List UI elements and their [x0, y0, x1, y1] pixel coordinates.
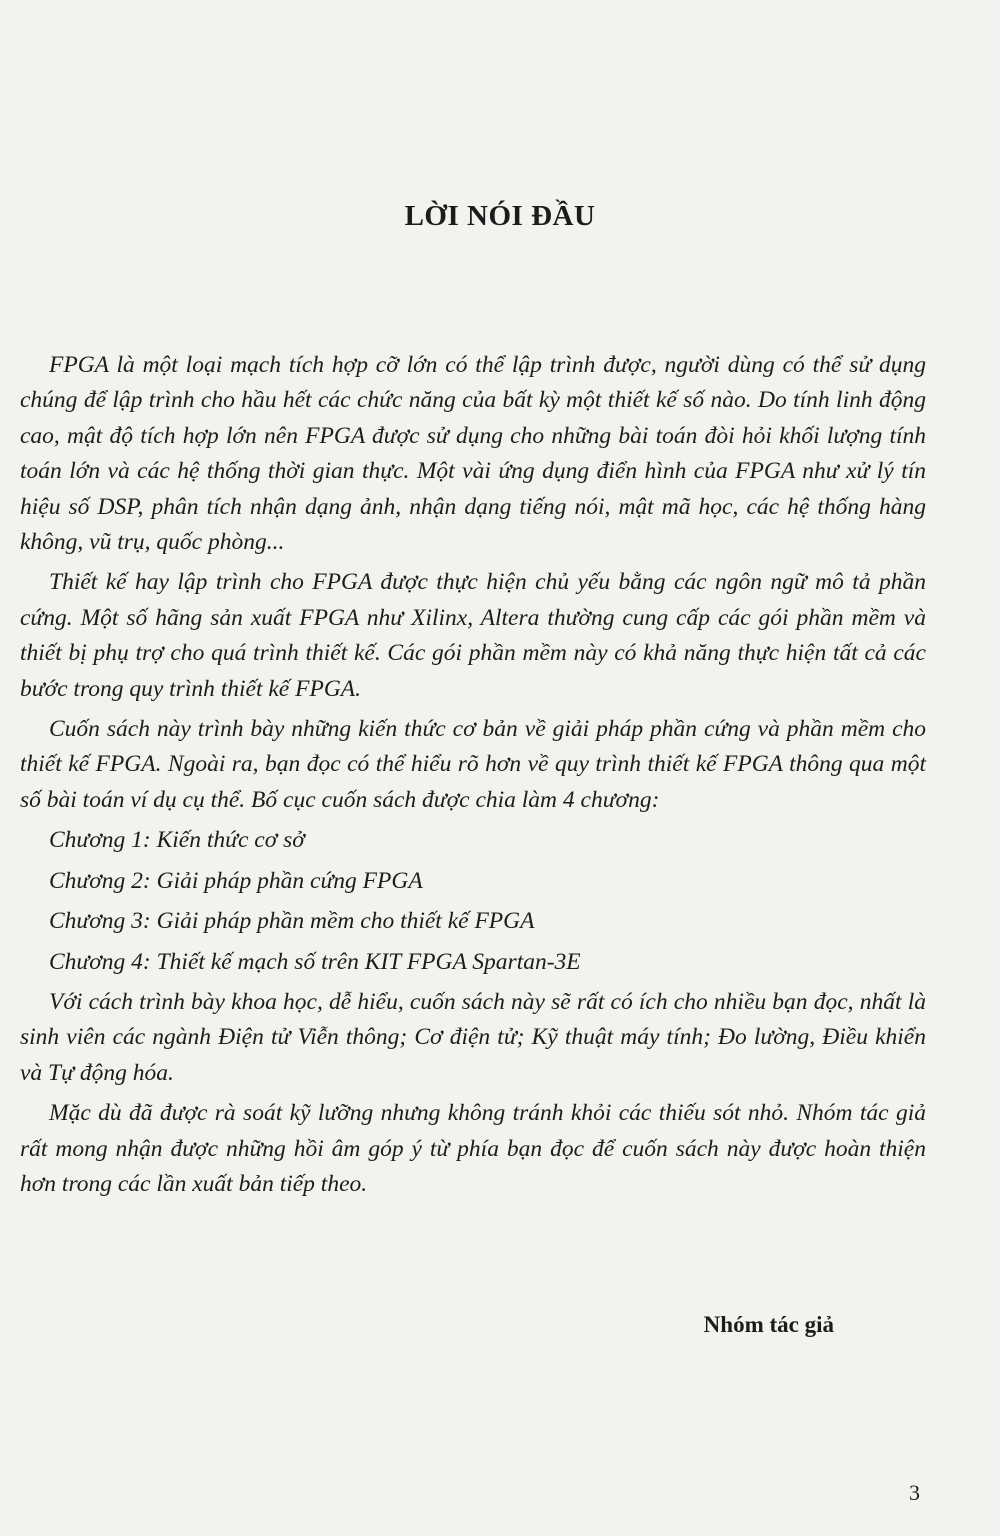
chapter-item-3: Chương 3: Giải pháp phần mềm cho thiết kế FPGA	[49, 908, 535, 935]
author-signature: Nhóm tác giả	[703, 1312, 834, 1337]
paragraph-audience: Với cách trình bày khoa học, dễ hiểu, cuốn sách này sẽ rất có ích cho nhiều bạn đọc, nhất là sinh viên các ngành Điện tử Viễn thông; Cơ điện tử; Kỹ thuật máy tính; Đo lường, Điều khiển và Tự động hóa.	[20, 988, 926, 1086]
chapter-item-4: Chương 4: Thiết kế mạch số trên KIT FPGA Spartan-3E	[49, 948, 581, 975]
paragraph-contents: Cuốn sách này trình bày những kiến thức cơ bản về giải pháp phần cứng và phần mềm cho thiết kế FPGA. Ngoài ra, bạn đọc có thể hiểu rõ hơn về quy trình thiết kế FPGA thông qua một số bài toán ví dụ cụ thể. Bố cục cuốn sách được chia làm 4 chương:	[20, 716, 926, 813]
page-title: LỜI NÓI ĐẦU	[404, 200, 596, 232]
chapter-item-2: Chương 2: Giải pháp phần cứng FPGA	[49, 867, 423, 894]
chapter-item-1: Chương 1: Kiến thức cơ sở	[49, 827, 305, 854]
paragraph-feedback: Mặc dù đã được rà soát kỹ lưỡng nhưng không tránh khỏi các thiếu sót nhỏ. Nhóm tác giả rất mong nhận được những hồi âm góp ý từ phía bạn đọc để cuốn sách này được hoàn thiện hơn trong các lần xuất bản tiếp theo.	[20, 1100, 926, 1197]
page-number: 3	[909, 1480, 920, 1505]
paragraph-design: Thiết kế hay lập trình cho FPGA được thực hiện chủ yếu bằng các ngôn ngữ mô tả phần cứng. Một số hãng sản xuất FPGA như Xilinx, Altera thường cung cấp các gói phần mềm và thiết bị phụ trợ cho quá trình thiết kế. Các gói phần mềm này có khả năng thực hiện tất cả các bước trong quy trình thiết kế FPGA.	[20, 569, 926, 702]
paragraph-intro: FPGA là một loại mạch tích hợp cỡ lớn có thể lập trình được, người dùng có thể sử dụng chúng để lập trình cho hầu hết các chức năng của bất kỳ một thiết kế số nào. Do tính linh động cao, mật độ tích hợp lớn nên FPGA được sử dụng cho những bài toán đòi hỏi khối lượng tính toán lớn và các hệ thống thời gian thực. Một vài ứng dụng điển hình của FPGA như xử lý tín hiệu số DSP, phân tích nhận dạng ảnh, nhận dạng tiếng nói, mật mã học, các hệ thống hàng không, vũ trụ, quốc phòng...	[20, 352, 926, 556]
preface-body	[20, 348, 926, 1207]
